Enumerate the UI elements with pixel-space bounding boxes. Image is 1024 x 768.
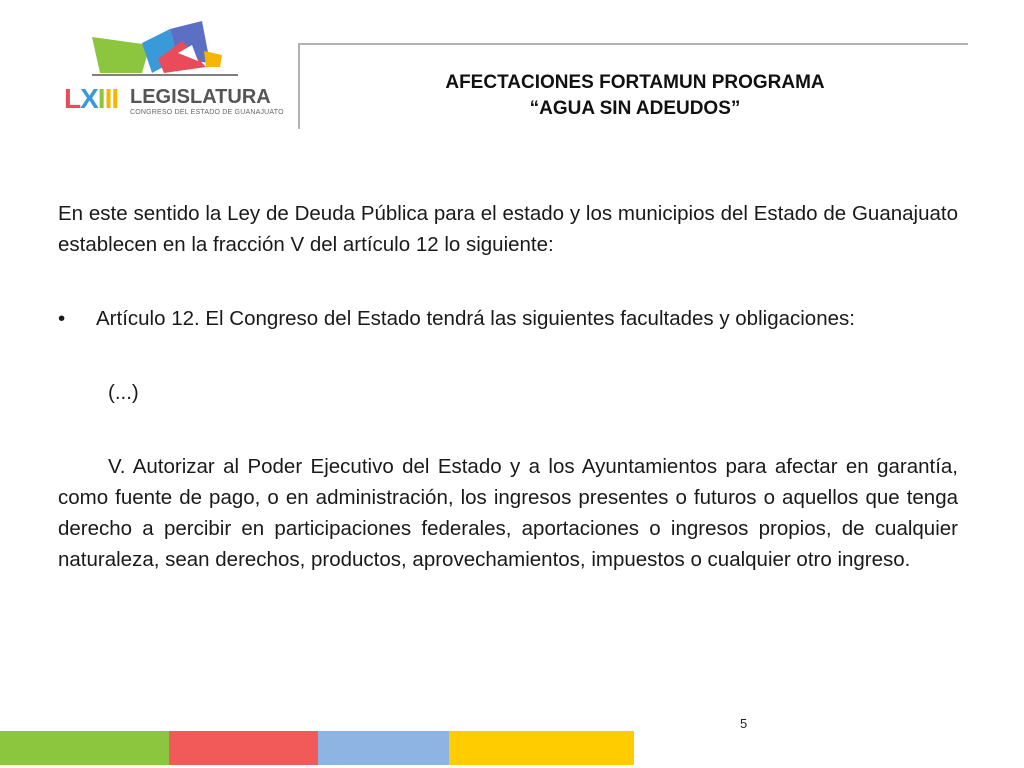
- ellipsis-text: (...): [108, 381, 139, 404]
- article-bullet: [58, 303, 958, 334]
- footer-bar-blue: [318, 731, 449, 765]
- bullet-icon: •: [58, 307, 66, 330]
- logo-numeral: LXIII: [64, 83, 119, 114]
- footer-bar-red: [169, 731, 318, 765]
- logo-wordmark: LEGISLATURA: [130, 86, 271, 108]
- intro-paragraph: En este sentido la Ley de Deuda Pública para el estado y los municipios del Estado de Guanajuato establecen en la fracción V del artículo 12 lo siguiente:: [58, 202, 958, 256]
- logo-emblem-icon: [60, 15, 265, 85]
- logo-subtitle: CONGRESO DEL ESTADO DE GUANAJUATO: [130, 109, 284, 116]
- page-title: [300, 70, 970, 122]
- title-line-1: AFECTACIONES FORTAMUN PROGRAMA: [445, 72, 825, 93]
- title-line-2: “AGUA SIN ADEUDOS”: [529, 98, 741, 119]
- slide-body: [58, 198, 958, 575]
- legislatura-logo: [60, 15, 284, 120]
- footer-bar-yellow: [449, 731, 634, 765]
- fraction-v-paragraph: V. Autorizar al Poder Ejecutivo del Estado y a los Ayuntamientos para afectar en garantía, como fuente de pago, o en administración, los ingresos presentes o futuros o aquellos que tenga derecho a percibir en participaciones federales, aportaciones o ingresos propios, de cualquier naturaleza, sean derechos, productos, aprovechamientos, impuestos o cualquier otro ingreso.: [58, 455, 958, 571]
- article-text: Artículo 12. El Congreso del Estado tendrá las siguientes facultades y obligaciones:: [96, 307, 855, 330]
- page-number: 5: [740, 716, 748, 731]
- footer-bar-green: [0, 731, 169, 765]
